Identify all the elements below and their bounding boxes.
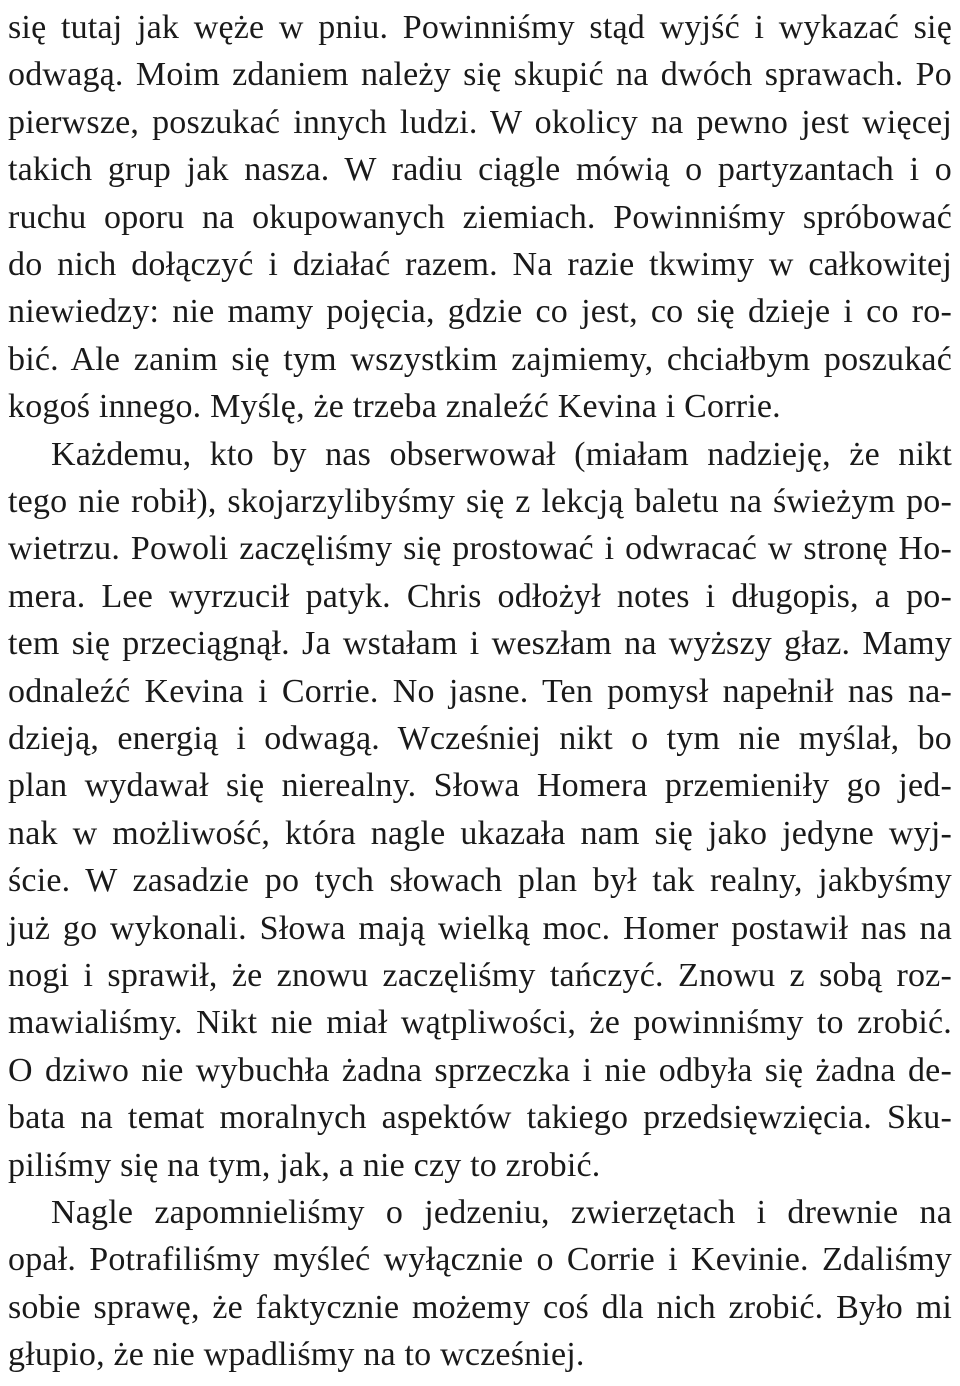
text-line: się tutaj jak węże w pniu. Powinniśmy stąd wyjść i wykazać się — [8, 9, 952, 46]
text-line: mawialiśmy. Nikt nie miał wątpliwości, że powinniśmy to zrobić. — [8, 1004, 952, 1042]
text-line: O dziwo nie wybuchła żadna sprzeczka i nie odbyła się żadna de- — [8, 1051, 952, 1089]
text-line: głupio, że nie wpadliśmy na to wcześniej. — [8, 1336, 585, 1374]
text-line: kogoś innego. Myślę, że trzeba znaleźć Kevina i Corrie. — [8, 388, 781, 426]
text-line: plan wydawał się nierealny. Słowa Homera przemieniły go jed- — [8, 767, 952, 805]
text-line: odwagą. Moim zdaniem należy się skupić na dwóch sprawach. Po — [8, 56, 952, 94]
text-line: mera. Lee wyrzucił patyk. Chris odłożył notes i długopis, a po- — [8, 577, 952, 615]
text-line: piliśmy się na tym, jak, a nie czy to zrobić. — [8, 1146, 601, 1184]
text-line: nogi i sprawił, że znowu zaczęliśmy tańczyć. Znowu z sobą roz- — [8, 957, 952, 994]
text-line: niewiedzy: nie mamy pojęcia, gdzie co jest, co się dzieje i co ro- — [8, 293, 952, 331]
text-line: ście. W zasadzie po tych słowach plan był tak realny, jakbyśmy — [8, 862, 952, 900]
text-line: do nich dołączyć i działać razem. Na razie tkwimy w całkowitej — [8, 246, 952, 283]
text-line: nak w możliwość, która nagle ukazała nam się jako jedyne wyj- — [8, 814, 952, 852]
text-line: wietrzu. Powoli zaczęliśmy się prostować i odwracać w stronę Ho- — [8, 530, 952, 568]
text-line: pierwsze, poszukać innych ludzi. W okolicy na pewno jest więcej — [8, 103, 952, 141]
text-line: odnaleźć Kevina i Corrie. No jasne. Ten pomysł napełnił nas na- — [8, 672, 952, 710]
text-line: opał. Potrafiliśmy myśleć wyłącznie o Corrie i Kevinie. Zdaliśmy — [8, 1241, 952, 1279]
text-line: bata na temat moralnych aspektów takiego przedsięwzięcia. Sku- — [8, 1099, 952, 1137]
text-line: sobie sprawę, że faktycznie możemy coś dla nich zrobić. Było mi — [8, 1288, 952, 1326]
text-line: już go wykonali. Słowa mają wielką moc. Homer postawił nas na — [8, 909, 952, 947]
text-line: tego nie robił), skojarzylibyśmy się z lekcją baletu na świeżym po- — [8, 483, 952, 520]
text-line: Nagle zapomnieliśmy o jedzeniu, zwierzętach i drewnie na — [51, 1194, 952, 1231]
text-line: takich grup jak nasza. W radiu ciągle mówią o partyzantach i o — [8, 151, 952, 189]
text-line: dzieją, energią i odwagą. Wcześniej nikt o tym nie myślał, bo — [8, 720, 952, 757]
text-line: Każdemu, kto by nas obserwował (miałam nadzieję, że nikt — [51, 435, 952, 473]
text-line: ruchu oporu na okupowanych ziemiach. Powinniśmy spróbować — [8, 198, 952, 236]
text-line: bić. Ale zanim się tym wszystkim zajmiemy, chciałbym poszukać — [8, 340, 952, 378]
text-line: tem się przeciągnął. Ja wstałam i weszłam na wyższy głaz. Mamy — [8, 625, 952, 663]
